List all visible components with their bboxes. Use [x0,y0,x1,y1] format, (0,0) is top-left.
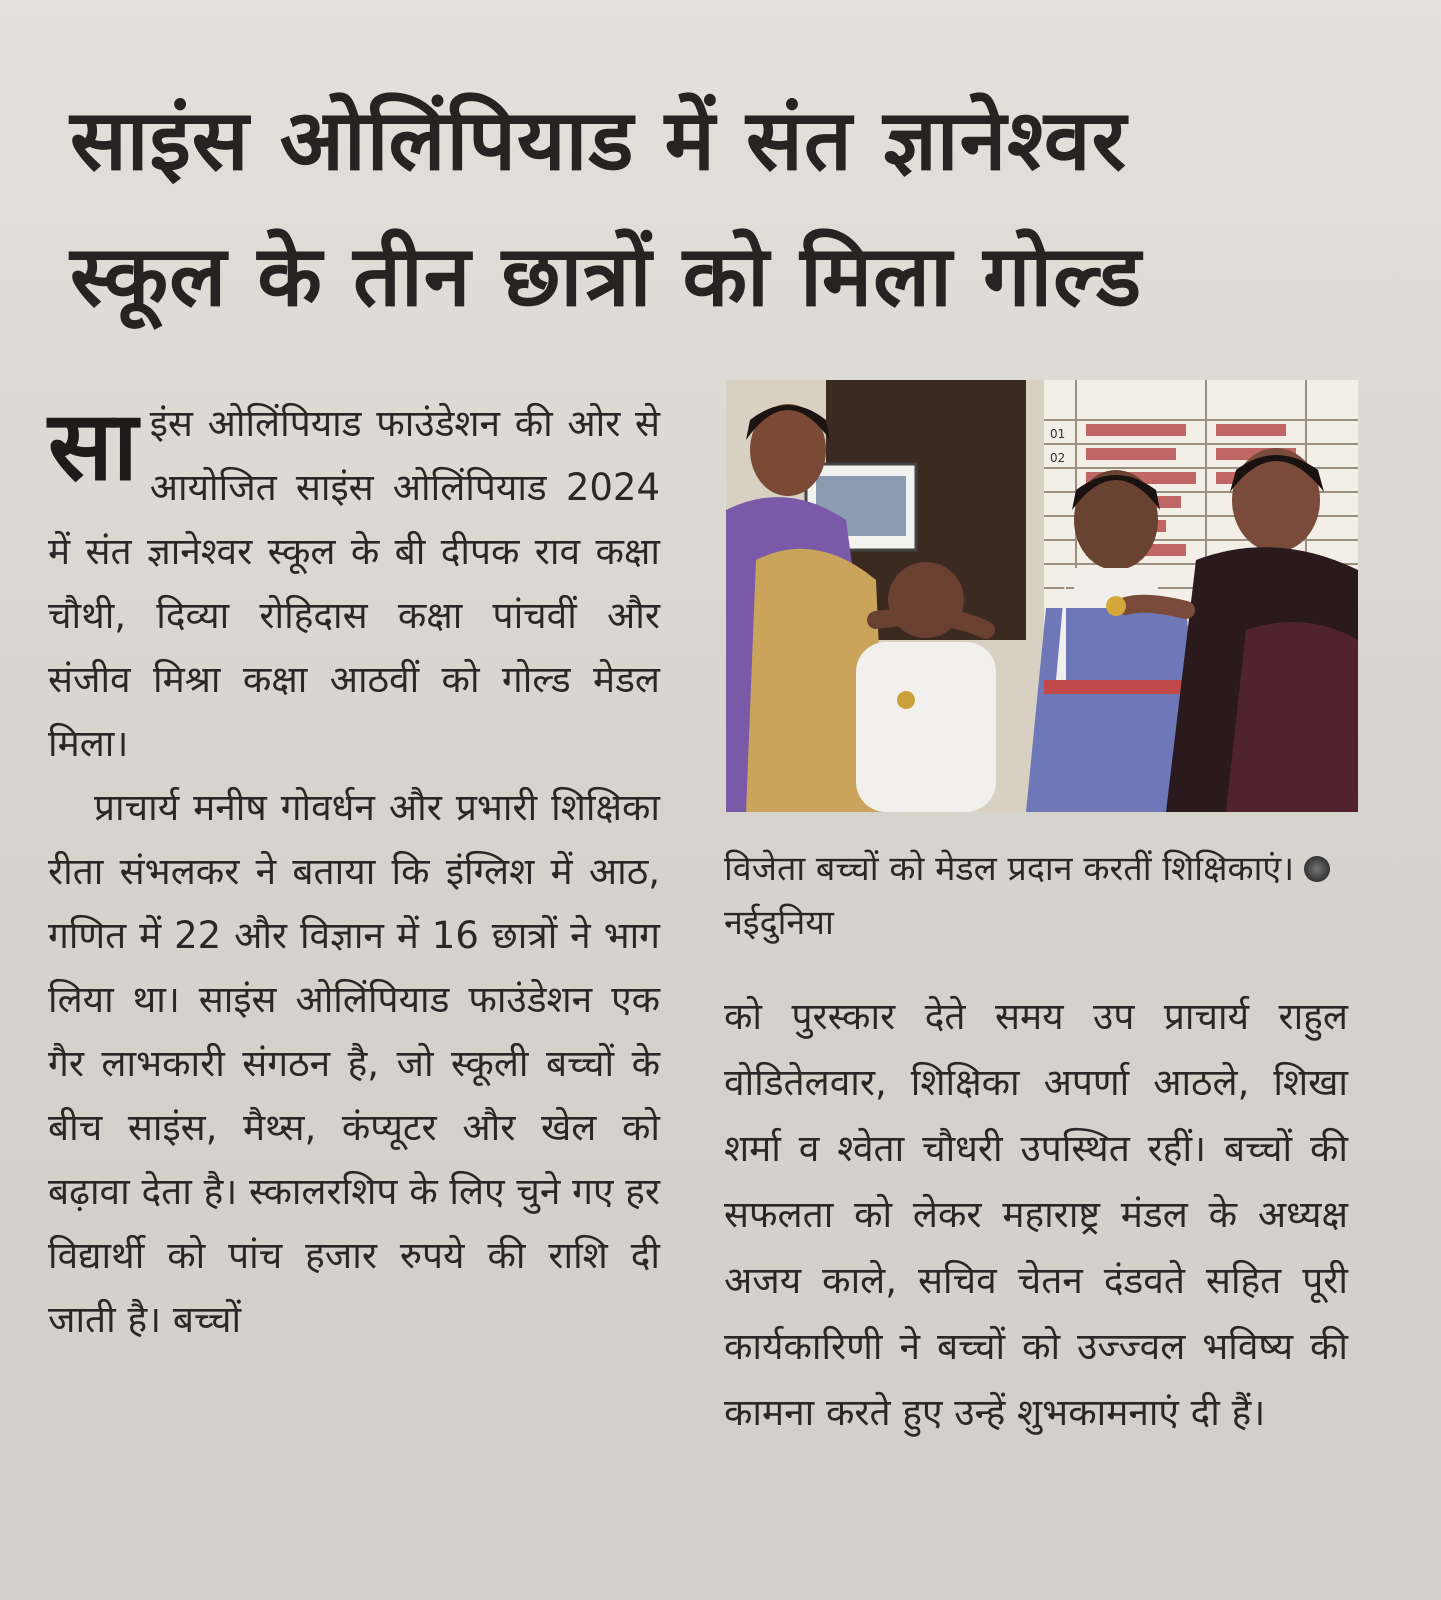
headline [70,72,1360,344]
photo-illustration [726,380,1358,812]
caption-text: विजेता बच्चों को मेडल प्रदान करतीं शिक्षिकाएं। [724,849,1295,889]
photo-caption [724,842,1364,950]
article-left-column [48,392,660,1352]
drop-cap: सा [48,390,138,502]
news-photo [726,380,1358,812]
article-right-column [724,984,1348,1446]
article-paragraph-1 [48,392,660,776]
board-row-1: 01 [1050,427,1066,441]
photo-credit: नईदुनिया [724,903,834,943]
headline-line-1: साइंस ओलिंपियाड में संत ज्ञानेश्वर [70,91,1127,189]
paragraph-1-text: इंस ओलिंपियाड फाउंडेशन की ओर से आयोजित साइंस ओलिंपियाड 2024 में संत ज्ञानेश्वर स्कूल के बी दीपक राव कक्षा चौथी, दिव्या रोहिदास कक्षा पांचवीं और संजीव मिश्रा कक्षा आठवीं को गोल्ड मेडल मिला। [48,402,660,765]
article-paragraph-2: प्राचार्य मनीष गोवर्धन और प्रभारी शिक्षिका रीता संभलकर ने बताया कि इंग्लिश में आठ, गणित में 22 और विज्ञान में 16 छात्रों ने भाग लिया था। साइंस ओलिंपियाड फाउंडेशन एक गैर लाभकारी संगठन है, जो स्कूली बच्चों के बीच साइंस, मैथ्स, कंप्यूटर और खेल को बढ़ावा देता है। स्कालरशिप के लिए चुने गए हर विद्यार्थी को पांच हजार रुपये की राशि दी जाती है। बच्चों [48,786,660,1341]
article-paragraph-3: को पुरस्कार देते समय उप प्राचार्य राहुल वोडितेलवार, शिक्षिका अपर्णा आठले, शिखा शर्मा व श्वेता चौधरी उपस्थित रहीं। बच्चों की सफलता को लेकर महाराष्ट्र मंडल के अध्यक्ष अजय काले, सचिव चेतन दंडवते सहित पूरी कार्यकारिणी ने बच्चों को उज्ज्वल भविष्य की कामना करते हुए उन्हें शुभकामनाएं दी हैं। [724,995,1348,1434]
credit-bullet-icon [1304,856,1330,882]
headline-line-2: स्कूल के तीन छात्रों को मिला गोल्ड [70,227,1143,325]
board-row-2: 02 [1050,451,1066,465]
